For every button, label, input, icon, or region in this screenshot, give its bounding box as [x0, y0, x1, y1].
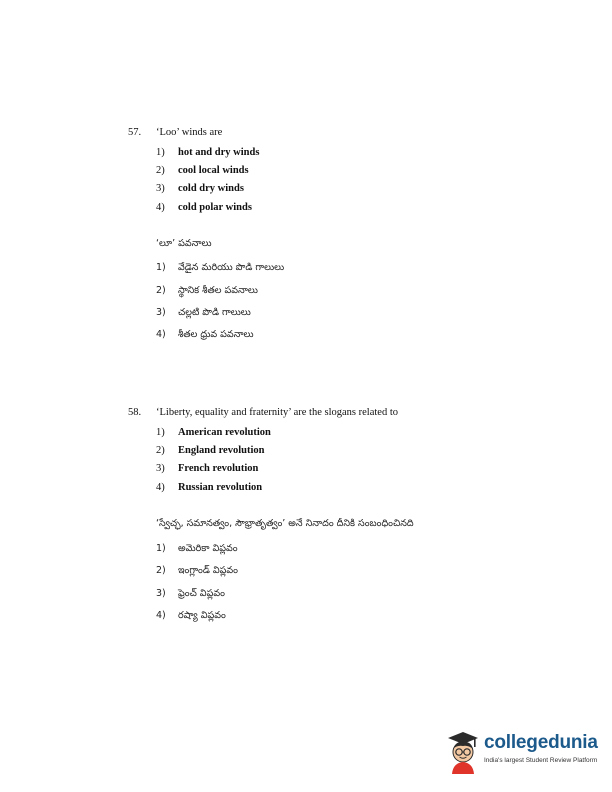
- option-en-1: [156, 147, 259, 158]
- option-text: hot and dry winds: [178, 147, 260, 158]
- option-number: 1): [156, 543, 166, 554]
- option-en-2: [156, 445, 264, 456]
- option-text: ఇంగ్లాండ్ విప్లవం: [178, 565, 238, 576]
- option-text: రష్యా విప్లవం: [178, 610, 226, 621]
- option-text: cold polar winds: [178, 202, 252, 213]
- question-number: 58.: [128, 407, 142, 418]
- option-number: 1): [156, 147, 165, 158]
- option-te-4: [156, 329, 254, 342]
- option-te-2: [156, 285, 258, 298]
- option-te-3: [156, 307, 251, 320]
- option-number: 3): [156, 463, 165, 474]
- option-te-2: [156, 565, 238, 578]
- option-number: 2): [156, 285, 166, 296]
- option-en-4: [156, 482, 262, 493]
- option-en-2: [156, 165, 249, 176]
- option-number: 1): [156, 427, 165, 438]
- question-text-english: ‘Loo’ winds are: [156, 127, 223, 138]
- brand-name: collegedunia: [484, 732, 598, 753]
- option-number: 4): [156, 482, 165, 493]
- option-te-3: [156, 588, 225, 601]
- option-te-1: [156, 262, 284, 275]
- option-en-1: [156, 427, 271, 438]
- option-en-3: [156, 183, 244, 194]
- option-number: 3): [156, 588, 166, 599]
- option-text: cold dry winds: [178, 183, 244, 194]
- option-number: 3): [156, 183, 165, 194]
- question-text-telugu: ‘స్వేచ్ఛ, సమానత్వం, సౌభ్రాతృత్వం’ అనే నినాదం దీనికి సంబంధించినది: [156, 518, 414, 529]
- option-text: వేడైన మరియు పొడి గాలులు: [178, 262, 285, 273]
- option-te-1: [156, 543, 238, 556]
- option-text: చల్లటి పొడి గాలులు: [178, 307, 251, 318]
- option-en-3: [156, 463, 258, 474]
- question-number: 57.: [128, 127, 142, 138]
- option-number: 4): [156, 202, 165, 213]
- option-text: French revolution: [178, 463, 259, 474]
- option-text: శీతల ధ్రువ పవనాలు: [178, 329, 254, 340]
- question-text-telugu: ‘లూ’ పవనాలు: [156, 238, 212, 249]
- option-te-4: [156, 610, 226, 623]
- option-text: ఫ్రెంచ్ విప్లవం: [178, 588, 225, 599]
- option-number: 3): [156, 307, 166, 318]
- question-text-english: ‘Liberty, equality and fraternity’ are the slogans related to: [156, 407, 398, 418]
- option-number: 2): [156, 445, 165, 456]
- student-mascot-icon: [444, 730, 482, 774]
- option-en-4: [156, 202, 252, 213]
- collegedunia-logo[interactable]: [444, 730, 598, 776]
- option-text: American revolution: [178, 427, 271, 438]
- option-number: 4): [156, 329, 166, 340]
- option-text: అమెరికా విప్లవం: [178, 543, 238, 554]
- option-number: 2): [156, 165, 165, 176]
- option-number: 1): [156, 262, 166, 273]
- option-text: స్థానిక శీతల పవనాలు: [178, 285, 258, 296]
- option-text: Russian revolution: [178, 482, 263, 493]
- brand-tagline: India's largest Student Review Platform: [484, 757, 598, 764]
- option-text: cool local winds: [178, 165, 249, 176]
- option-text: England revolution: [178, 445, 265, 456]
- option-number: 2): [156, 565, 166, 576]
- option-number: 4): [156, 610, 166, 621]
